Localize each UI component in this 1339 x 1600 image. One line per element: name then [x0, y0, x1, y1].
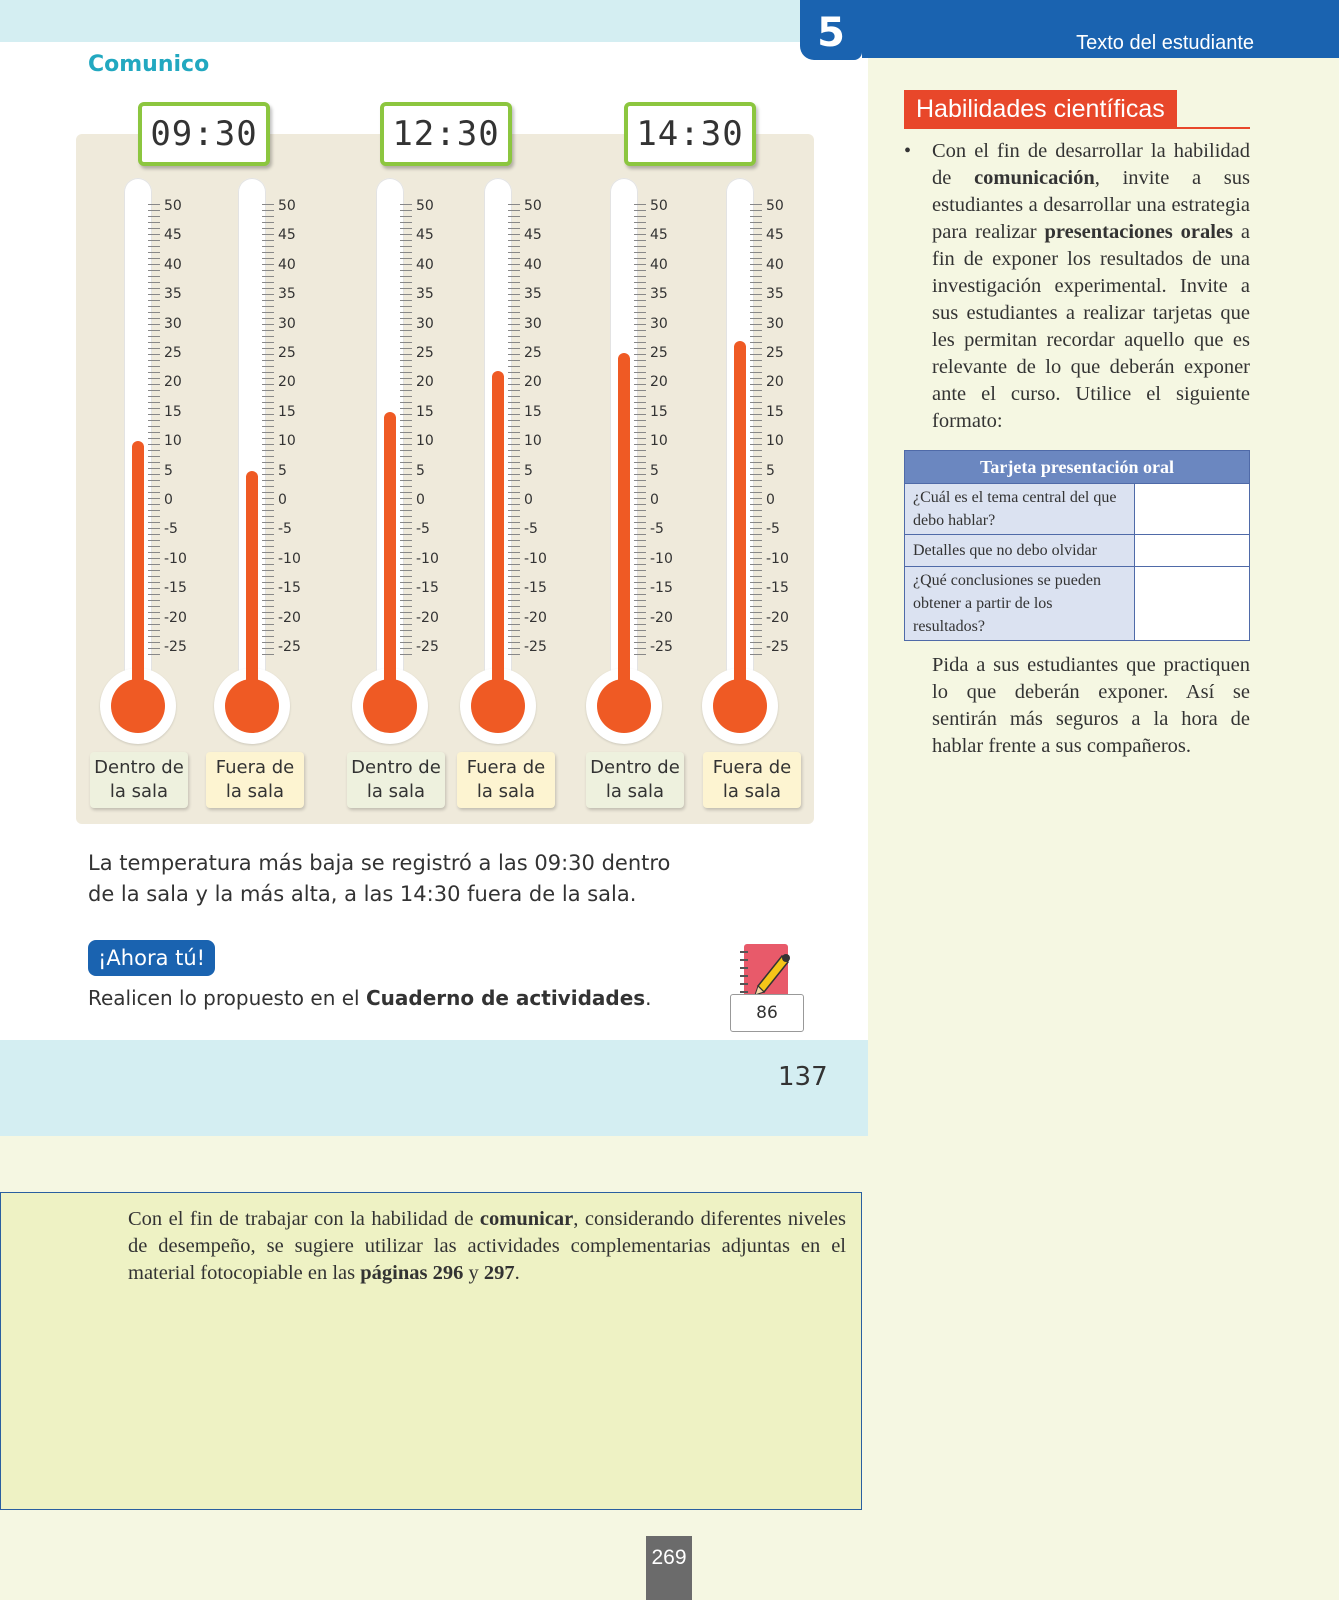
mercury-column — [492, 371, 504, 698]
scale-label: 25 — [164, 345, 182, 361]
card-row-label: ¿Cuál es el tema central del que debo hablar? — [905, 484, 1135, 535]
card-row-blank — [1135, 484, 1250, 535]
scale-label: -5 — [650, 521, 664, 538]
notebook-icon — [740, 942, 792, 1000]
thermometer — [86, 178, 210, 738]
scale-label: -10 — [524, 550, 547, 567]
section-label: Comunico — [88, 52, 210, 77]
scale-label: -15 — [164, 580, 187, 597]
scale-label: 5 — [650, 462, 659, 479]
scale-label: 35 — [164, 286, 182, 303]
mercury-column — [384, 412, 396, 698]
scale-label: 10 — [524, 433, 542, 450]
scale-label: 40 — [416, 256, 434, 273]
scale-label: 15 — [766, 403, 784, 420]
scale-label: 25 — [766, 345, 784, 361]
mercury-column — [132, 441, 144, 698]
conclusion-text: La temperatura más baja se registró a las 09:30 dentro de la sala y la más alta, a las 14:30 fuera de la sala. — [88, 851, 671, 906]
location-label: Dentro de la sala — [347, 752, 445, 808]
scale-label: 30 — [164, 315, 182, 332]
scale-label: 45 — [650, 227, 668, 244]
text-run: a fin de exponer los resultados de una investigación experimental. Invite a sus estudiantes a realizar tarjetas que les permitan recordar aquello que es relevante de lo que deberán exponer ante el curso. Utilice el siguiente formato: — [932, 221, 1251, 432]
scale-label: 40 — [278, 256, 296, 273]
scale-label: -15 — [650, 580, 673, 597]
scale-label: -20 — [650, 609, 673, 626]
scale-label: 15 — [650, 403, 668, 420]
bold-text: comunicar — [479, 1208, 574, 1230]
scale-label: -25 — [164, 639, 187, 655]
section-title: Habilidades científicas — [904, 90, 1177, 128]
scale-label: 20 — [524, 374, 542, 391]
location-label: Fuera de la sala — [703, 752, 801, 808]
text-run: Con el fin de desarrollar la habilidad de — [932, 140, 1250, 189]
scale-label: -25 — [766, 639, 789, 655]
mercury-bulb — [713, 679, 767, 733]
thermometer — [338, 178, 462, 738]
thermometer — [200, 178, 324, 738]
scale-label: -20 — [524, 609, 547, 626]
mercury-bulb — [471, 679, 525, 733]
scale-label: 20 — [416, 374, 434, 391]
scale-label: -15 — [278, 580, 301, 597]
scale-label: -25 — [416, 639, 439, 655]
scale-label: 50 — [278, 198, 296, 214]
bullet: • — [904, 140, 912, 162]
scale-label: 25 — [278, 345, 296, 361]
mercury-bulb — [225, 679, 279, 733]
scale-label: 0 — [416, 492, 425, 508]
bold-text: páginas 296 — [360, 1262, 464, 1284]
scale-label: 35 — [650, 286, 668, 303]
scale-label: 20 — [278, 374, 296, 391]
clock-0930: 09:30 — [138, 102, 270, 166]
scale-ticks — [634, 204, 646, 660]
scale-label: 0 — [766, 492, 775, 508]
card-row-label: Detalles que no debo olvidar — [905, 535, 1135, 567]
scale-label: 45 — [766, 227, 784, 244]
notebook-page-number: 86 — [730, 994, 804, 1032]
scale-label: 0 — [278, 492, 287, 508]
chapter-tab: 5 — [800, 0, 862, 60]
scale-ticks — [262, 204, 274, 660]
scale-label: -5 — [278, 521, 292, 538]
scale-label: -20 — [766, 609, 789, 626]
scale-label: -25 — [524, 639, 547, 655]
scale-label: 50 — [416, 198, 434, 214]
bottom-note-text — [128, 1206, 846, 1287]
mercury-column — [618, 353, 630, 698]
scale-label: 35 — [416, 286, 434, 303]
bold-text: presentaciones orales — [1044, 221, 1234, 243]
scale-label: 15 — [164, 403, 182, 420]
scale-label: 5 — [524, 462, 533, 479]
scale-label: 35 — [524, 286, 542, 303]
scale-label: 15 — [524, 403, 542, 420]
scale-label: 0 — [650, 492, 659, 508]
card-title: Tarjeta presentación oral — [905, 451, 1250, 484]
scale-label: 5 — [416, 462, 425, 479]
scale-label: 10 — [416, 433, 434, 450]
scale-label: 40 — [164, 256, 182, 273]
thermometer — [688, 178, 812, 738]
title-rule — [904, 127, 1250, 129]
text-run: Con el fin de trabajar con la habilidad de — [128, 1208, 480, 1230]
scale-label: 50 — [650, 198, 668, 214]
scale-label: 15 — [416, 403, 434, 420]
clock-1430: 14:30 — [624, 102, 756, 166]
scale-ticks — [508, 204, 520, 660]
text-run: , considerando diferentes niveles de desempeño, se sugiere utilizar las actividades complementarias adjuntas en el material fotocopiable en las — [128, 1208, 846, 1284]
mercury-bulb — [111, 679, 165, 733]
folio-page-number: 269 — [646, 1536, 692, 1600]
scale-label: 5 — [164, 462, 173, 479]
location-label: Fuera de la sala — [206, 752, 304, 808]
mercury-column — [246, 471, 258, 698]
scale-label: -10 — [766, 550, 789, 567]
bottom-band — [0, 1040, 868, 1136]
scale-ticks — [148, 204, 160, 660]
mercury-bulb — [597, 679, 651, 733]
scale-label: -5 — [416, 521, 430, 538]
scale-label: 45 — [278, 227, 296, 244]
scale-label: 50 — [766, 198, 784, 214]
scale-label: 45 — [524, 227, 542, 244]
scale-label: -10 — [164, 550, 187, 567]
scale-label: 10 — [650, 433, 668, 450]
text-run: . — [514, 1262, 520, 1284]
scale-label: 0 — [524, 492, 533, 508]
activity-instruction: Realicen lo propuesto en el Cuaderno de actividades. — [88, 986, 652, 1010]
scale-label: 15 — [278, 403, 296, 420]
clock-1230: 12:30 — [380, 102, 512, 166]
scale-label: 20 — [650, 374, 668, 391]
scale-label: 20 — [766, 374, 784, 391]
scale-label: 25 — [524, 345, 542, 361]
scale-label: -15 — [766, 580, 789, 597]
location-label: Fuera de la sala — [457, 752, 555, 808]
card-row-blank — [1135, 567, 1250, 641]
scale-label: 5 — [766, 462, 775, 479]
text-run: y — [463, 1262, 484, 1284]
scale-label: 30 — [278, 315, 296, 332]
scale-ticks — [750, 204, 762, 660]
ahora-tu-badge: ¡Ahora tú! — [88, 940, 215, 976]
practice-paragraph: Pida a sus estudiantes que practiquen lo que deberán exponer. Así se sentirán más seguros a la hora de hablar frente a sus compañeros. — [932, 654, 1250, 757]
bold-text: 297 — [483, 1262, 515, 1284]
scale-label: -10 — [650, 550, 673, 567]
text-run: , invite a sus estudiantes a desarrollar una estrategia para realizar — [932, 167, 1250, 243]
scale-label: 45 — [416, 227, 434, 244]
scale-label: -25 — [278, 639, 301, 655]
scale-label: 20 — [164, 374, 182, 391]
header-bar — [862, 0, 1339, 58]
scale-label: 35 — [766, 286, 784, 303]
scale-label: 30 — [766, 315, 784, 332]
location-label: Dentro de la sala — [90, 752, 188, 808]
scale-label: 10 — [766, 433, 784, 450]
header-title: Texto del estudiante — [1076, 32, 1254, 54]
thermometer — [572, 178, 696, 738]
scale-label: 40 — [524, 256, 542, 273]
scale-label: 50 — [524, 198, 542, 214]
scale-label: -20 — [164, 609, 187, 626]
scale-label: -25 — [650, 639, 673, 655]
scale-label: 35 — [278, 286, 296, 303]
scale-label: 10 — [164, 433, 182, 450]
scale-label: 25 — [416, 345, 434, 361]
skills-paragraph — [932, 138, 1250, 435]
presentation-card-table — [904, 450, 1250, 641]
scale-label: 45 — [164, 227, 182, 244]
card-row-label: ¿Qué conclusiones se pueden obtener a partir de los resultados? — [905, 567, 1135, 641]
scale-label: -15 — [524, 580, 547, 597]
scale-label: -20 — [278, 609, 301, 626]
student-page-number: 137 — [778, 1062, 828, 1092]
mercury-bulb — [363, 679, 417, 733]
scale-label: -10 — [278, 550, 301, 567]
scale-label: -5 — [766, 521, 780, 538]
scale-label: -20 — [416, 609, 439, 626]
scale-label: 10 — [278, 433, 296, 450]
bold-text: comunicación — [974, 167, 1095, 189]
mercury-column — [734, 341, 746, 698]
scale-label: 50 — [164, 198, 182, 214]
scale-label: -5 — [164, 521, 178, 538]
top-band — [0, 0, 800, 42]
scale-label: 5 — [278, 462, 287, 479]
scale-label: -5 — [524, 521, 538, 538]
scale-ticks — [400, 204, 412, 660]
scale-label: 30 — [650, 315, 668, 332]
thermometer — [446, 178, 570, 738]
scale-label: 30 — [524, 315, 542, 332]
scale-label: -15 — [416, 580, 439, 597]
scale-label: 40 — [766, 256, 784, 273]
scale-label: 0 — [164, 492, 173, 508]
card-row-blank — [1135, 535, 1250, 567]
scale-label: 25 — [650, 345, 668, 361]
scale-label: 40 — [650, 256, 668, 273]
location-label: Dentro de la sala — [586, 752, 684, 808]
scale-label: -10 — [416, 550, 439, 567]
scale-label: 30 — [416, 315, 434, 332]
